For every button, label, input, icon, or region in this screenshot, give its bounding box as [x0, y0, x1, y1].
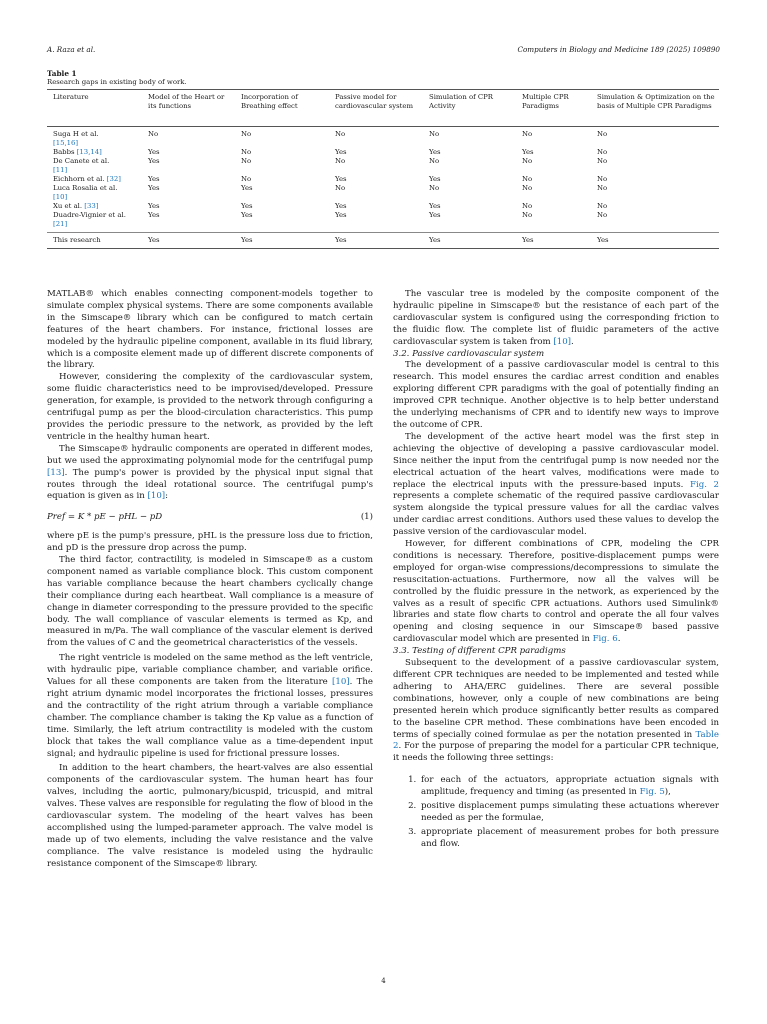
table-cell: Yes — [335, 148, 347, 156]
table-cell: No — [241, 148, 252, 156]
table-cell: Yes — [148, 211, 160, 219]
paragraph: MATLAB® which enables connecting component-models together to simulate complex physical systems. There are some components available in the Simscape® library which can be configured to match certain features of the heart chambers. For instance, frictional losses are modeled by the hydraulic pipeline component, available in its fluid library, which is a composite element made up of different discrete components of the library. — [47, 289, 373, 371]
column-header: Passive model for cardiovascular system — [335, 93, 414, 110]
table-title: Table 1 — [47, 69, 77, 78]
table-cell: Yes — [148, 157, 160, 165]
list-item: 3. appropriate placement of measurement probes for both pressure and flow. — [419, 827, 719, 851]
literature-cell: Eichhorn et al. [32] — [53, 175, 121, 183]
citation-link[interactable]: [10] — [553, 336, 572, 347]
column-header: Incorporation of Breathing effect — [241, 93, 298, 110]
figure-link[interactable]: Fig. 2 — [690, 479, 719, 490]
literature-cell: Xu et al. [33] — [53, 202, 99, 210]
paragraph: The development of the active heart model was the first step in achieving the objective of developing a passive cardiovascular model. Since neither the input from the centrifugal pump is now needed nor the electrical actuation of the heart valves, modifications were made to replace the electrical inputs with the pressure-based inputs. Fig. 2 represents a complete schematic of the required passive cardiovascular system alongside the typical pressure values for all the cardiac valves under cardiac arrest conditions. Authors used these values to develop the passive version of the cardiovascular model. — [393, 431, 719, 538]
table-cell: Yes — [429, 202, 441, 210]
table-cell: No — [241, 157, 252, 165]
citation-link[interactable]: [13] — [47, 467, 65, 478]
citation-link[interactable]: [11] — [53, 166, 68, 174]
citation-link[interactable]: [21] — [53, 220, 68, 228]
table-cell: Yes — [148, 148, 160, 156]
table-cell: Yes — [241, 236, 253, 244]
table-cell: Yes — [148, 175, 160, 183]
equation-1 — [47, 512, 373, 524]
table-cell: No — [597, 184, 608, 192]
table-cell: No — [148, 130, 159, 138]
citation-link[interactable]: [10] — [332, 677, 350, 688]
paragraph: However, considering the complexity of the cardiovascular system, some fluidic characteristics need to be improvised/developed. Pressure generation, for example, is provided to the network through configuring a centrifugal pump as per the blood-circulation characteristics. This pump provides the periodic pressure to the network, as provided by the left ventricle in the healthy human heart. — [47, 372, 373, 442]
literature-cell: This research — [53, 236, 101, 244]
table-cell: No — [241, 130, 252, 138]
figure-link[interactable]: Fig. 6 — [592, 634, 618, 645]
equation-number: (1) — [360, 512, 373, 523]
table-cell: Yes — [335, 175, 347, 183]
table-row — [47, 184, 719, 202]
table-cell: No — [429, 130, 440, 138]
table-cell: No — [429, 184, 440, 192]
column-header: Simulation & Optimization on the basis of Multiple CPR Paradigms — [597, 93, 715, 110]
research-gaps-table — [47, 89, 719, 249]
table-cell: No — [522, 157, 533, 165]
left-column — [47, 289, 373, 871]
page-number: 4 — [381, 977, 386, 985]
table-row — [47, 127, 719, 149]
column-header: Multiple CPR Paradigms — [522, 93, 569, 110]
table-cell: Yes — [429, 236, 441, 244]
table-link[interactable]: Table 2 — [393, 729, 719, 752]
table-row — [47, 202, 719, 211]
citation-link[interactable]: [10] — [147, 491, 166, 502]
table-cell: Yes — [241, 184, 253, 192]
table-1 — [47, 69, 719, 249]
table-cell: No — [522, 184, 533, 192]
paragraph: The development of a passive cardiovascular model is central to this research. This model ensures the cardiac arrest condition and enables exploring different CPR paradigms with the goal of potentially finding an improved CPR technique. Another objective is to help better understand the underlying mechanisms of CPR and to identify new ways to improve the outcome of CPR. — [393, 360, 719, 430]
table-cell: No — [597, 211, 608, 219]
table-cell: Yes — [335, 211, 347, 219]
right-column — [393, 289, 719, 853]
table-cell: Yes — [429, 175, 441, 183]
paragraph: where pE is the pump's pressure, pHL is the pressure loss due to friction, and pD is the pressure drop across the pump. — [47, 531, 373, 554]
citation-link[interactable]: [13,14] — [76, 148, 102, 156]
column-header: Literature — [53, 93, 89, 101]
table-row — [47, 148, 719, 157]
literature-cell: Duadre-Vignier et al. [21] — [53, 211, 126, 228]
paragraph: The right ventricle is modeled on the same method as the left ventricle, with hydraulic pipe, variable compliance chamber, and variable orifice. Values for all these components are taken from the literature [10]. The right atrium dynamic model incorporates the frictional losses, pressures and the contractility of the right atrium through a variable compliance chamber. The compliance chamber is taking the Kp value as a function of time. Similarly, the left atrium contractility is modeled with the custom block that takes the wall compliance value as a time-dependent input signal; and hydraulic pipeline is used for frictional pressure losses. — [47, 653, 373, 759]
table-cell: No — [522, 130, 533, 138]
table-cell: No — [335, 157, 346, 165]
table-cell: Yes — [335, 236, 347, 244]
table-cell: No — [597, 148, 608, 156]
table-cell: No — [241, 175, 252, 183]
paragraph: Subsequent to the development of a passive cardiovascular system, different CPR techniques are needed to be implemented and tested while adhering to AHA/ERC guidelines. There are several possible combinations, however, only a couple of new combinations are being presented herein which produce significantly better results as compared to the baseline CPR method. These combinations have been encoded in terms of specially coined formulae as per the notation presented in Table 2. For the purpose of preparing the model for a particular CPR technique, it needs the following three settings: — [393, 658, 719, 764]
table-cell: Yes — [522, 236, 534, 244]
section-heading-3-3: 3.3. Testing of different CPR paradigms — [393, 646, 566, 657]
table-cell: No — [335, 130, 346, 138]
running-head-authors: A. Raza et al. — [47, 45, 96, 54]
table-cell: Yes — [335, 202, 347, 210]
section-heading-3-2: 3.2. Passive cardiovascular system — [393, 348, 545, 359]
list-item: 1. for each of the actuators, appropriate actuation signals with amplitude, frequency and timing (as presented in Fig. 5), — [419, 775, 719, 799]
table-cell: No — [597, 130, 608, 138]
literature-cell: Suga H et al. [15,16] — [53, 130, 99, 147]
settings-list — [393, 775, 719, 850]
table-cell: Yes — [148, 184, 160, 192]
table-cell: No — [429, 157, 440, 165]
paragraph: The third factor, contractility, is modeled in Simscape® as a custom component named as variable compliance block. This custom component has variable compliance because the heart chambers cyclically change their compliance during each heartbeat. Wall compliance is a measure of change in diameter corresponding to the pressure provided to the specific body. The wall compliance of vascular elements is termed as Kp, and measured in m/Pa. The wall compliance of the vascular element is derived from the values of C and the geometrical characteristics of the vessels. — [47, 555, 373, 649]
equation-body: Pref = K * pE − pHL − pD — [47, 512, 163, 523]
table-cell: Yes — [429, 211, 441, 219]
table-cell: Yes — [522, 148, 534, 156]
table-row — [47, 175, 719, 184]
list-item: 2. positive displacement pumps simulating these actuations wherever needed as per the formulae, — [419, 801, 719, 825]
citation-link[interactable]: [15,16] — [53, 139, 79, 147]
citation-link[interactable]: [32] — [106, 175, 121, 183]
figure-link[interactable]: Fig. 5 — [639, 787, 665, 798]
table-cell: No — [597, 202, 608, 210]
paragraph: However, for different combinations of CPR, modeling the CPR conditions is necessary. Therefore, positive-displacement pumps were employed for organ-wise compressions/decompressions to simulate the resuscitation-actuations. Furthermore, now all the valves will be controlled by the fluidic pressure in the network, as experienced by the valves as a result of specific CPR actuations. Authors used Simulink® libraries and state flow charts to control and operate the all four valves opening and closing sequence in our Simscape® based passive cardiovascular model which are presented in Fig. 6. — [393, 539, 719, 645]
table-header-row — [47, 90, 719, 127]
table-cell: Yes — [148, 202, 160, 210]
citation-link[interactable]: [33] — [84, 202, 99, 210]
paragraph: The Simscape® hydraulic components are operated in different modes, but we used the approximating polynomial mode for the centrifugal pump [13]. The pump's power is provided by the physical input signal that routes through the ideal rotational source. The centrifugal pump's equation is given as in [10]: — [47, 443, 373, 502]
literature-cell: Babbs [13,14] — [53, 148, 102, 156]
paragraph: The vascular tree is modeled by the composite component of the hydraulic pipeline in Simscape® but the resistance of each part of the cardiovascular system is configured using the corresponding friction to the fluidic flow. The complete list of fluidic parameters of the active cardiovascular system is taken from [10]. — [393, 289, 719, 347]
table-cell: Yes — [148, 236, 160, 244]
running-head — [47, 45, 720, 57]
table-cell: Yes — [241, 202, 253, 210]
column-header: Simulation of CPR Activity — [429, 93, 493, 110]
table-cell: No — [522, 211, 533, 219]
table-cell: No — [522, 175, 533, 183]
table-cell: No — [597, 175, 608, 183]
paragraph: In addition to the heart chambers, the heart-valves are also essential components of the cardiovascular system. The human heart has four valves, including the aortic, pulmonary/bicuspid, tricuspid, and mitral valves. These valves are responsible for regulating the flow of blood in the cardiovascular system. The modeling of the heart valves has been accomplished using the lumped-parameter approach. The valve model is made up of two elements, including the valve resistance and the valve compliance. The valve resistance is modeled using the hydraulic resistance component of the Simscape® library. — [47, 763, 373, 869]
table-caption: Research gaps in existing body of work. — [47, 78, 187, 86]
table-cell: Yes — [597, 236, 609, 244]
citation-link[interactable]: [10] — [53, 193, 68, 201]
running-head-journal: Computers in Biology and Medicine 189 (2025) 109890 — [517, 45, 720, 54]
column-header: Model of the Heart or its functions — [148, 93, 225, 110]
table-summary-row — [47, 233, 719, 249]
table-cell: No — [597, 157, 608, 165]
table-row — [47, 157, 719, 175]
table-cell: No — [335, 184, 346, 192]
table-row — [47, 211, 719, 233]
literature-cell: De Canete et al. [11] — [53, 157, 110, 174]
table-cell: Yes — [241, 211, 253, 219]
table-cell: Yes — [429, 148, 441, 156]
table-cell: No — [522, 202, 533, 210]
literature-cell: Luca Rosalia et al. [10] — [53, 184, 118, 201]
